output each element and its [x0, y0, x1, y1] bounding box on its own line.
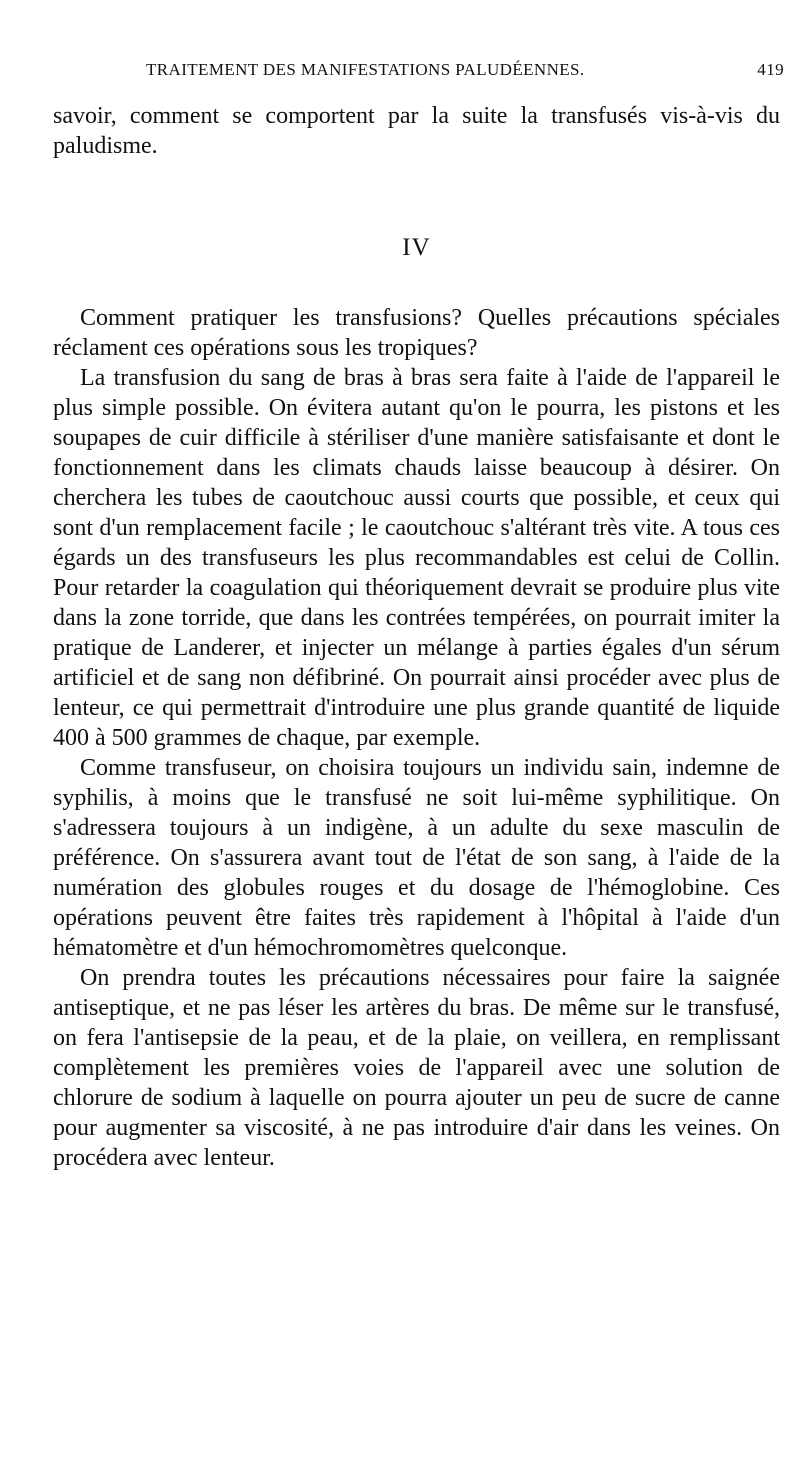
page-number: 419	[757, 60, 784, 79]
paragraph-questions: Comment pratiquer les transfusions? Quelles précautions spéciales réclament ces opérations sous les tropiques?	[53, 305, 780, 361]
paragraph-precautions: On prendra toutes les précautions nécessaires pour faire la saignée antiseptique, et ne pas léser les artères du bras. De même sur le transfusé, on fera l'antisepsie de la peau, et de la plaie, on veillera, en remplissant complètement les premières voies de l'appareil avec une solution de chlorure de sodium à laquelle on pourra ajouter un peu de sucre de canne pour augmenter sa viscosité, à ne pas introduire d'air dans les veines. On procédera avec lenteur.	[53, 965, 780, 1171]
body-text	[53, 101, 780, 1173]
section-heading: IV	[402, 234, 431, 261]
running-head	[110, 60, 800, 90]
paragraph-apparatus: La transfusion du sang de bras à bras sera faite à l'aide de l'appareil le plus simple possible. On évitera autant qu'on le pourra, les pistons et les soupapes de cuir difficile à stériliser d'une manière satisfaisante et dont le fonctionnement dans les climats chauds laisse beaucoup à désirer. On cherchera les tubes de caoutchouc aussi courts que possible, et ceux qui sont d'un remplacement facile ; le caoutchouc s'altérant très vite. A tous ces égards un des transfuseurs les plus recommandables est celui de Collin. Pour retarder la coagulation qui théoriquement devrait se produire plus vite dans la zone torride, que dans les contrées tempérées, on pourrait imiter la pratique de Landerer, et injecter un mélange à parties égales d'un sérum artificiel et de sang non défibriné. On pourrait ainsi procéder avec plus de lenteur, ce qui permettrait d'introduire une plus grande quantité de liquide 400 à 500 grammes de chaque, par exemple.	[53, 365, 780, 751]
intro-paragraph: savoir, comment se comportent par la suite la transfusés vis-à-vis du paludisme.	[53, 103, 780, 159]
paragraph-donor: Comme transfuseur, on choisira toujours un individu sain, indemne de syphilis, à moins que le transfusé ne soit lui-même syphilitique. On s'adressera toujours à un indigène, à un adulte du sexe masculin de préférence. On s'assurera avant tout de l'état de son sang, à l'aide de la numération des globules rouges et du dosage de l'hémoglobine. Ces opérations peuvent être faites très rapidement à l'hôpital à l'aide d'un hématomètre et d'un hémochromomètres quelconque.	[53, 755, 780, 961]
running-title: TRAITEMENT DES MANIFESTATIONS PALUDÉENNES.	[146, 60, 585, 79]
